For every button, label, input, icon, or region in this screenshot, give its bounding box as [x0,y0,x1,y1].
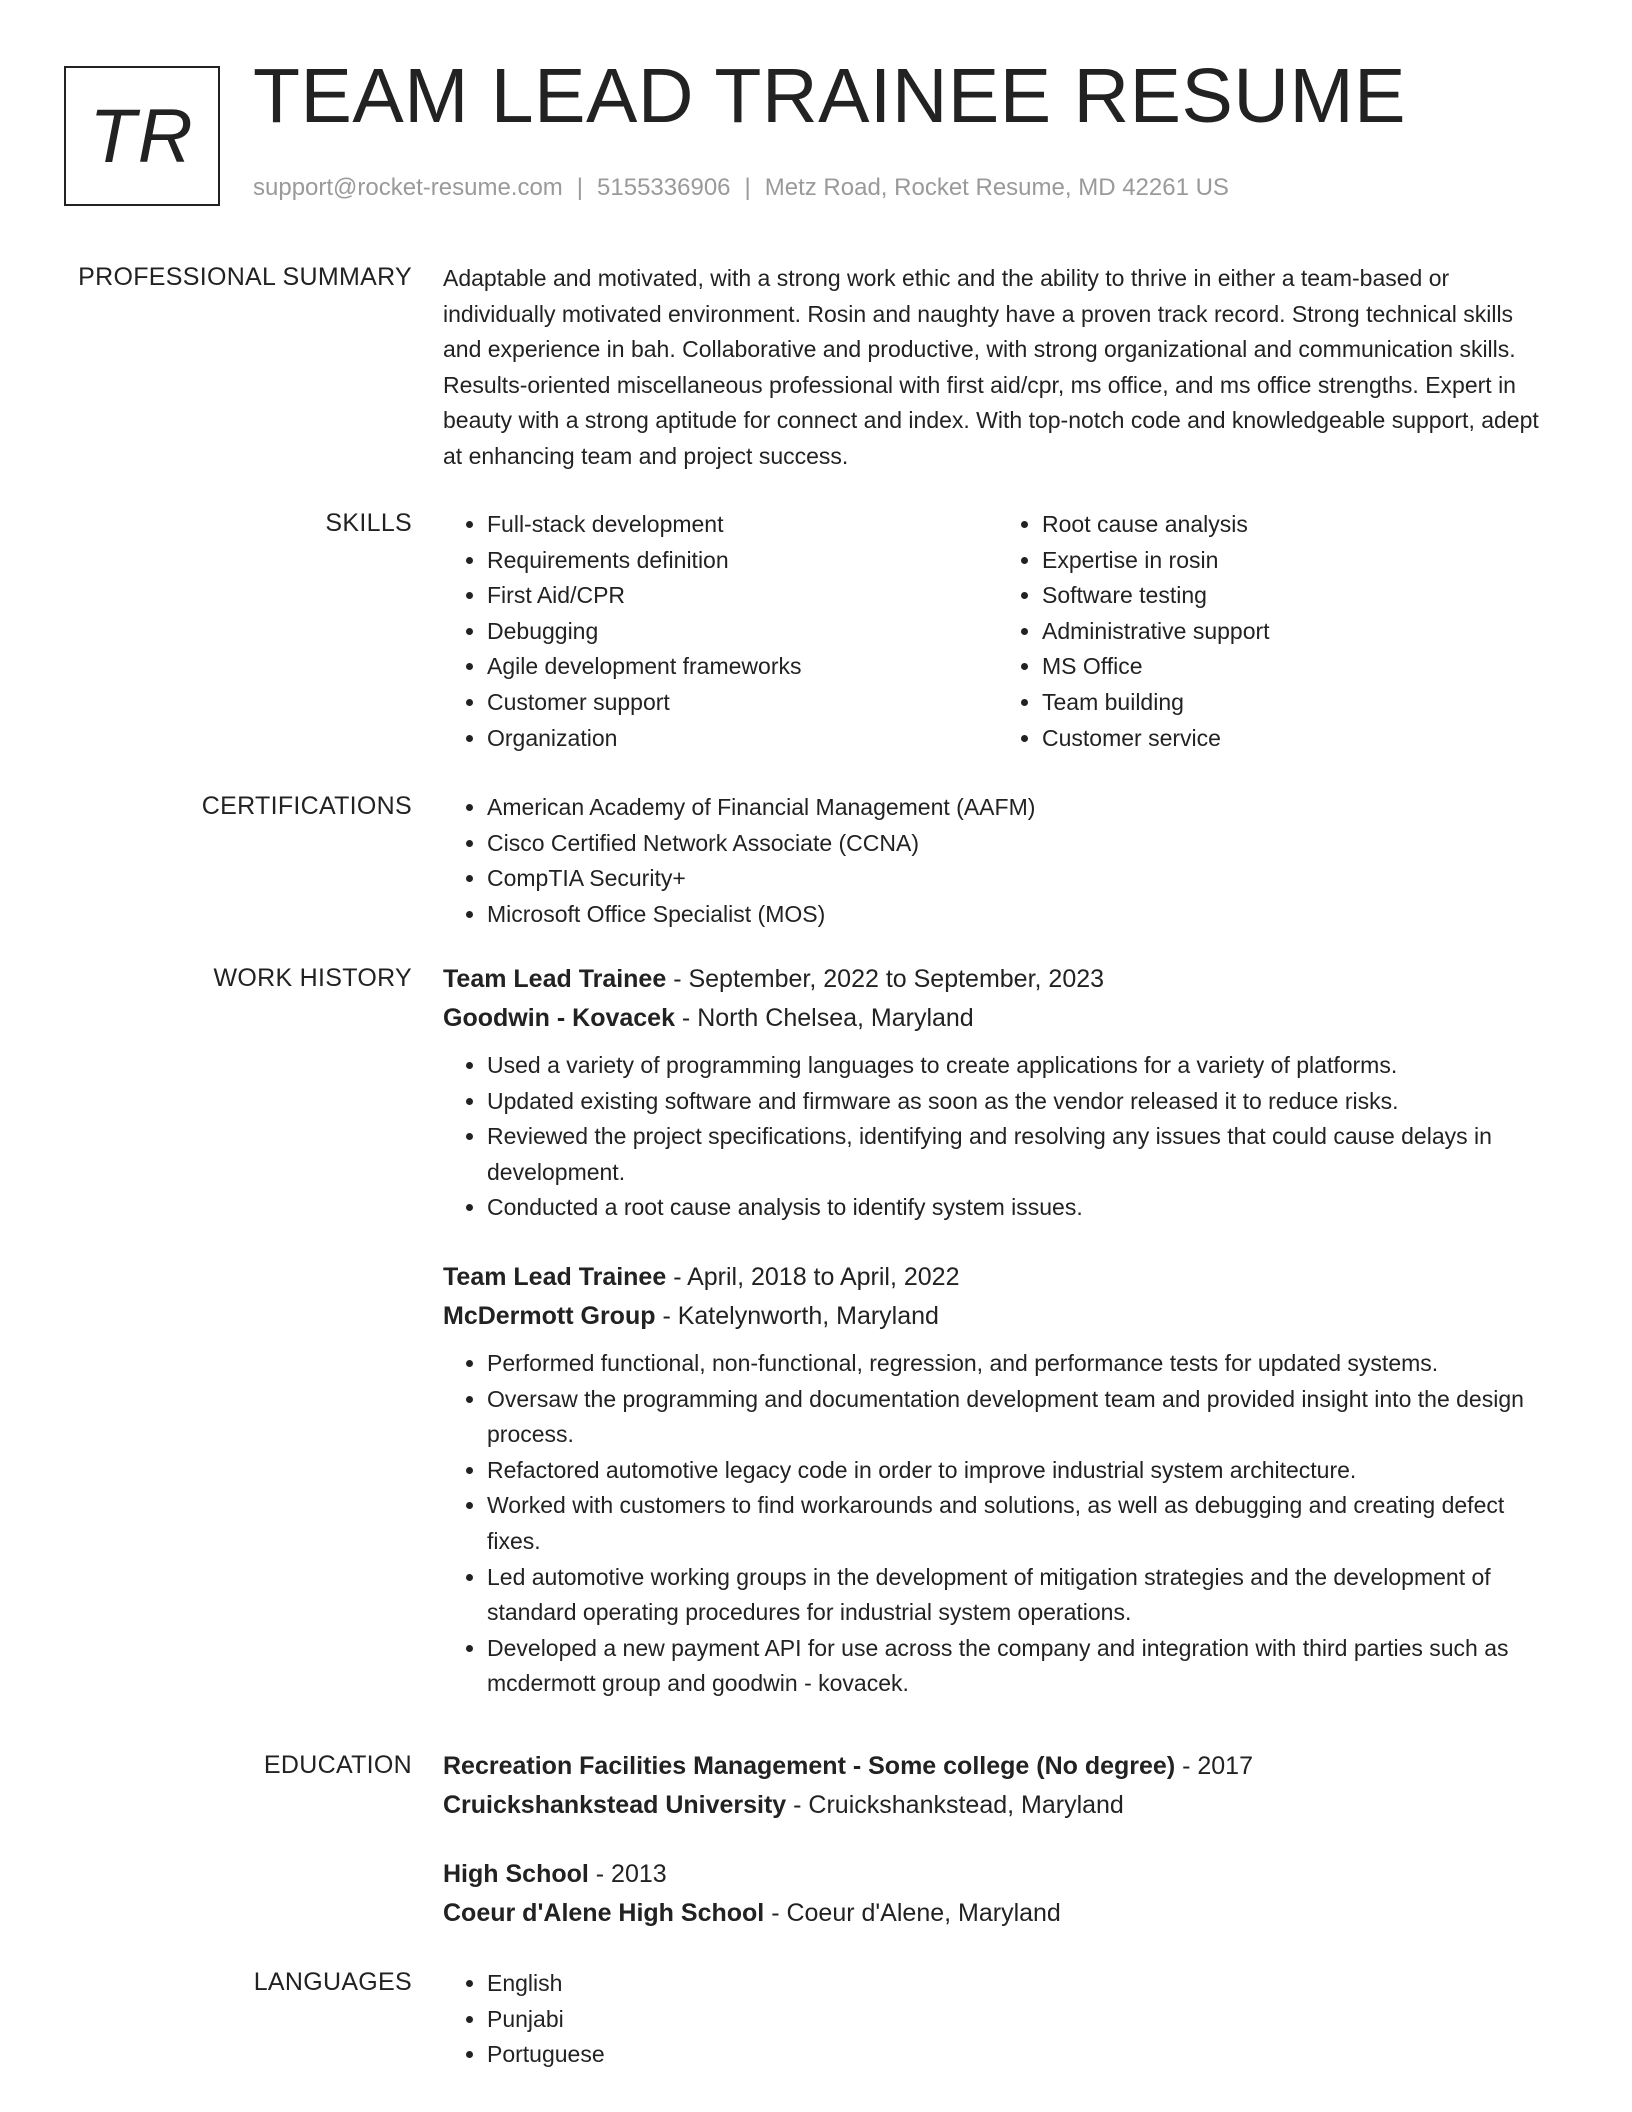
job-company: McDermott Group [443,1301,656,1330]
job-dates: - September, 2022 to September, 2023 [666,965,1105,993]
education-degree: High School [443,1860,589,1888]
list-item: • Microsoft Office Specialist (MOS) [487,897,1553,933]
list-item: • MS Office [1042,649,1553,685]
section-heading-certifications: CERTIFICATIONS [201,792,412,820]
list-item: • CompTIA Security+ [487,861,1553,897]
job-title: Team Lead Trainee [443,1262,667,1291]
contact-phone[interactable]: 5155336906 [597,174,731,201]
list-item: • Root cause analysis [1042,507,1553,543]
list-item: • Customer service [1042,721,1553,757]
education-entry [443,1747,1553,1825]
section-heading-work-history: WORK HISTORY [213,964,412,992]
list-item: • Agile development frameworks [487,649,998,685]
job-company-line [443,1297,1553,1336]
job-company-line [443,999,1553,1038]
list-item: • Updated existing software and firmware as soon as the vendor released it to reduce risks. [487,1084,1553,1120]
list-item: • Full-stack development [487,507,998,543]
list-item: • Organization [487,721,998,757]
resume-title: TEAM LEAD TRAINEE RESUME [253,53,1406,139]
list-item: • Oversaw the programming and documentation development team and provided insight into the design process. [487,1382,1553,1453]
contact-separator: | [576,174,584,201]
list-item: • Portuguese [487,2037,1553,2073]
education-degree-line [443,1747,1553,1786]
job-title-line [443,960,1553,999]
education-degree: Recreation Facilities Management - Some college (No degree) [443,1752,1176,1780]
list-item: • American Academy of Financial Management (AAFM) [487,790,1553,826]
list-item: • Requirements definition [487,543,998,579]
education-location: - Cruickshankstead, Maryland [786,1791,1124,1819]
education-school-line [443,1894,1553,1933]
list-item: • Developed a new payment API for use across the company and integration with third parties such as mcdermott group and goodwin - kovacek. [487,1631,1553,1702]
list-item: • Punjabi [487,2002,1553,2038]
list-item: • Administrative support [1042,614,1553,650]
contact-line [253,176,1229,200]
education-degree-line [443,1855,1553,1894]
list-item: • Cisco Certified Network Associate (CCNA) [487,826,1553,862]
section-heading-education: EDUCATION [263,1751,412,1779]
monogram-logo [64,66,220,206]
list-item: • Software testing [1042,578,1553,614]
job-location: - Katelynworth, Maryland [655,1301,939,1330]
skills-list-right [998,507,1553,756]
job-title: Team Lead Trainee [443,965,667,993]
section-heading-languages: LANGUAGES [253,1968,412,1996]
summary-text: Adaptable and motivated, with a strong work ethic and the ability to thrive in either a team-based or individually motivated environment. Rosin and naughty have a proven track record. Strong technical skills and experience in bah. Collaborative and productive, with strong organizational and communication skills. Results-oriented miscellaneous professional with first aid/cpr, ms office, and ms office strengths. Expert in beauty with a strong aptitude for connect and index. With top-notch code and knowledgeable support, adept at enhancing team and project success. [443,265,1539,469]
monogram-initials: TR [89,93,195,179]
contact-separator: | [744,174,751,201]
list-item: • Refactored automotive legacy code in order to improve industrial system architecture. [487,1453,1553,1489]
education-entry [443,1855,1553,1933]
job-bullets [443,1048,1553,1226]
education-school: Coeur d'Alene High School [443,1899,765,1927]
section-heading-skills: SKILLS [325,509,412,537]
job-dates: - April, 2018 to April, 2022 [666,1262,960,1291]
list-item: • Expertise in rosin [1042,543,1553,579]
job-location: - North Chelsea, Maryland [674,1004,974,1032]
list-item: • Customer support [487,685,998,721]
job-entry [443,1258,1553,1702]
certifications-list [443,790,1553,932]
list-item: • Debugging [487,614,998,650]
languages-list [443,1966,1553,2073]
list-item: • Led automotive working groups in the development of mitigation strategies and the development of standard operating procedures for industrial system operations. [487,1560,1553,1631]
education-year: - 2017 [1175,1752,1253,1780]
list-item: • Team building [1042,685,1553,721]
education-school-line [443,1786,1553,1825]
education-school: Cruickshankstead University [443,1791,787,1819]
contact-email[interactable]: support@rocket-resume.com [253,174,563,201]
skills-list-left [443,507,998,756]
education-year: - 2013 [588,1860,667,1888]
list-item: • Used a variety of programming languages to create applications for a variety of platforms. [487,1048,1553,1084]
job-entry [443,960,1553,1226]
list-item: • English [487,1966,1553,2002]
list-item: • First Aid/CPR [487,578,998,614]
list-item: • Worked with customers to find workarounds and solutions, as well as debugging and creating defect fixes. [487,1488,1553,1559]
list-item: • Conducted a root cause analysis to identify system issues. [487,1190,1553,1226]
education-location: - Coeur d'Alene, Maryland [764,1899,1061,1927]
list-item: • Reviewed the project specifications, identifying and resolving any issues that could cause delays in development. [487,1119,1553,1190]
job-company: Goodwin - Kovacek [443,1004,675,1032]
contact-address: Metz Road, Rocket Resume, MD 42261 US [764,174,1229,201]
section-heading-summary: PROFESSIONAL SUMMARY [78,263,412,291]
job-title-line [443,1258,1553,1297]
list-item: • Performed functional, non-functional, regression, and performance tests for updated systems. [487,1346,1553,1382]
job-bullets [443,1346,1553,1702]
